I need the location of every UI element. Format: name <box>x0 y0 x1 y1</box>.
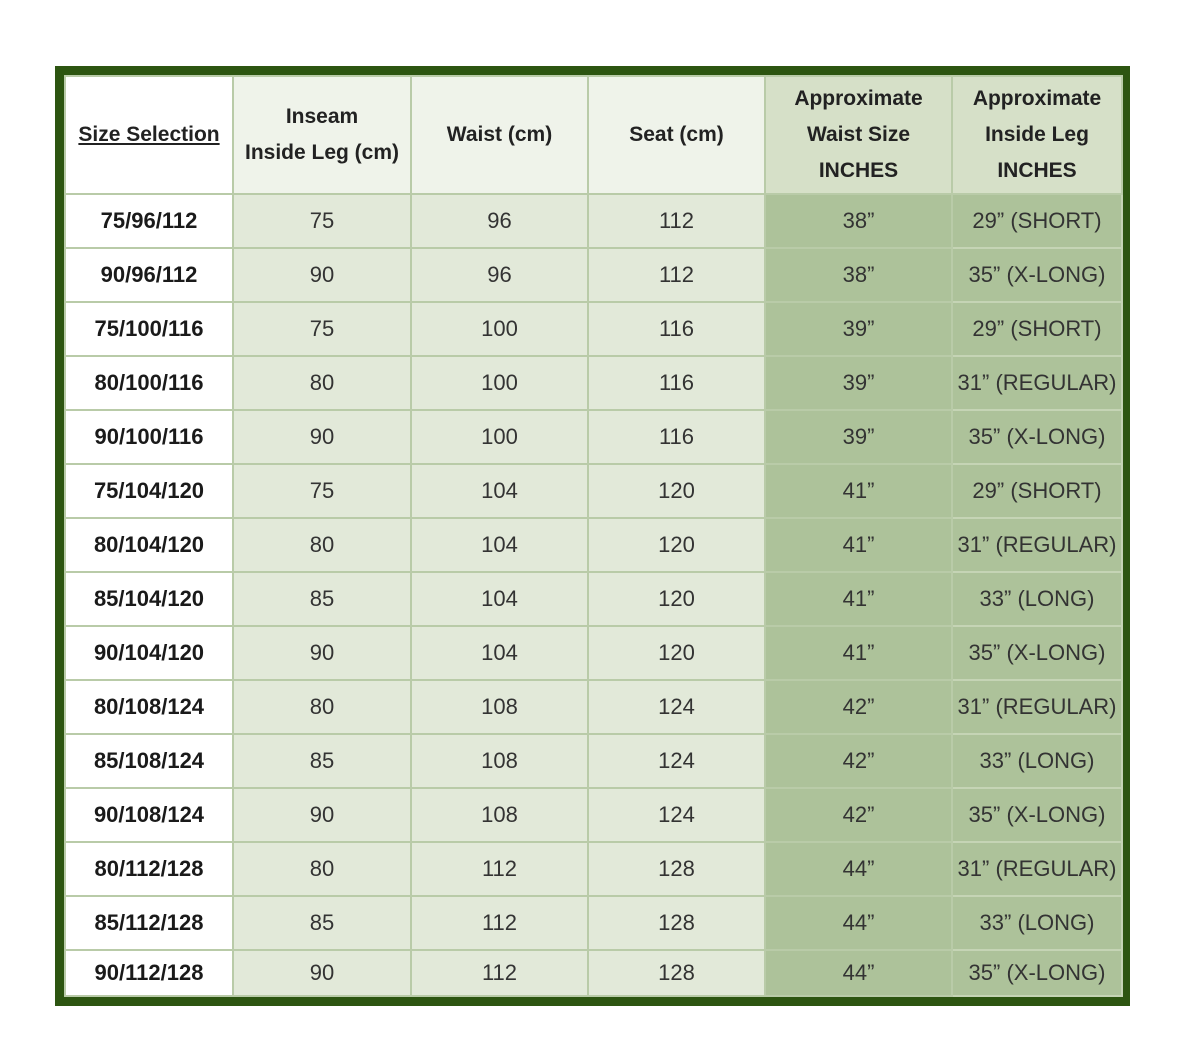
size-cell: 80/112/128 <box>65 842 233 896</box>
inseam-cell: 80 <box>233 356 411 410</box>
approx-leg-cell: 31” (REGULAR) <box>952 356 1122 410</box>
size-cell: 75/96/112 <box>65 194 233 248</box>
size-cell: 90/108/124 <box>65 788 233 842</box>
approx-leg-cell: 31” (REGULAR) <box>952 680 1122 734</box>
seat-cell: 116 <box>588 302 765 356</box>
size-cell: 85/104/120 <box>65 572 233 626</box>
inseam-cell: 75 <box>233 464 411 518</box>
size-chart-table <box>64 75 1123 997</box>
header-approx-waist-line3: INCHES <box>818 159 899 182</box>
waist-cell: 108 <box>411 734 588 788</box>
header-approx-leg-line1: Approximate <box>972 87 1102 110</box>
table-row <box>65 410 1122 464</box>
inseam-cell: 90 <box>233 248 411 302</box>
header-approx-leg-line2: Inside Leg <box>985 123 1089 146</box>
header-inseam-line2: Inside Leg (cm) <box>244 141 400 164</box>
inseam-cell: 80 <box>233 680 411 734</box>
header-approx-waist-line2: Waist Size <box>806 123 911 146</box>
waist-cell: 104 <box>411 464 588 518</box>
seat-cell: 124 <box>588 734 765 788</box>
header-inseam-line1: Inseam <box>285 105 359 128</box>
header-waist <box>411 76 588 194</box>
header-approx-waist-line1: Approximate <box>794 87 923 110</box>
inseam-cell: 80 <box>233 842 411 896</box>
seat-cell: 120 <box>588 464 765 518</box>
approx-leg-cell: 33” (LONG) <box>952 572 1122 626</box>
inseam-cell: 85 <box>233 896 411 950</box>
approx-leg-cell: 35” (X-LONG) <box>952 950 1122 996</box>
seat-cell: 120 <box>588 626 765 680</box>
table-row <box>65 950 1122 996</box>
size-rows <box>65 194 1122 996</box>
size-cell: 75/100/116 <box>65 302 233 356</box>
size-cell: 90/100/116 <box>65 410 233 464</box>
approx-waist-cell: 38” <box>765 248 952 302</box>
seat-cell: 128 <box>588 896 765 950</box>
seat-cell: 112 <box>588 194 765 248</box>
header-row <box>65 76 1122 194</box>
header-size-selection-label: Size Selection <box>78 123 220 146</box>
header-inseam <box>233 76 411 194</box>
waist-cell: 104 <box>411 572 588 626</box>
size-cell: 90/96/112 <box>65 248 233 302</box>
inseam-cell: 90 <box>233 788 411 842</box>
size-chart-frame <box>55 66 1130 1006</box>
approx-waist-cell: 39” <box>765 302 952 356</box>
seat-cell: 120 <box>588 572 765 626</box>
inseam-cell: 85 <box>233 572 411 626</box>
approx-waist-cell: 39” <box>765 410 952 464</box>
seat-cell: 120 <box>588 518 765 572</box>
seat-cell: 116 <box>588 356 765 410</box>
size-cell: 80/100/116 <box>65 356 233 410</box>
approx-waist-cell: 41” <box>765 518 952 572</box>
header-waist-label: Waist (cm) <box>446 123 553 146</box>
approx-waist-cell: 42” <box>765 680 952 734</box>
header-seat-label: Seat (cm) <box>629 123 724 146</box>
approx-leg-cell: 31” (REGULAR) <box>952 842 1122 896</box>
seat-cell: 128 <box>588 950 765 996</box>
seat-cell: 124 <box>588 680 765 734</box>
inseam-cell: 85 <box>233 734 411 788</box>
approx-waist-cell: 42” <box>765 734 952 788</box>
approx-leg-cell: 35” (X-LONG) <box>952 788 1122 842</box>
size-cell: 75/104/120 <box>65 464 233 518</box>
approx-waist-cell: 44” <box>765 950 952 996</box>
size-cell: 85/108/124 <box>65 734 233 788</box>
waist-cell: 104 <box>411 518 588 572</box>
size-cell: 85/112/128 <box>65 896 233 950</box>
header-approx-leg-line3: INCHES <box>997 159 1077 182</box>
seat-cell: 112 <box>588 248 765 302</box>
waist-cell: 100 <box>411 302 588 356</box>
waist-cell: 100 <box>411 356 588 410</box>
approx-leg-cell: 31” (REGULAR) <box>952 518 1122 572</box>
approx-leg-cell: 29” (SHORT) <box>952 302 1122 356</box>
waist-cell: 108 <box>411 788 588 842</box>
inseam-cell: 90 <box>233 626 411 680</box>
waist-cell: 100 <box>411 410 588 464</box>
approx-waist-cell: 39” <box>765 356 952 410</box>
header-seat <box>588 76 765 194</box>
approx-waist-cell: 42” <box>765 788 952 842</box>
table-row <box>65 788 1122 842</box>
table-row <box>65 842 1122 896</box>
header-approx-leg <box>952 76 1122 194</box>
approx-leg-cell: 33” (LONG) <box>952 896 1122 950</box>
inseam-cell: 75 <box>233 194 411 248</box>
seat-cell: 128 <box>588 842 765 896</box>
table-row <box>65 302 1122 356</box>
waist-cell: 96 <box>411 248 588 302</box>
inseam-cell: 90 <box>233 410 411 464</box>
waist-cell: 112 <box>411 842 588 896</box>
approx-waist-cell: 44” <box>765 896 952 950</box>
approx-waist-cell: 41” <box>765 464 952 518</box>
inseam-cell: 80 <box>233 518 411 572</box>
table-row <box>65 734 1122 788</box>
approx-waist-cell: 44” <box>765 842 952 896</box>
seat-cell: 116 <box>588 410 765 464</box>
table-row <box>65 896 1122 950</box>
approx-leg-cell: 35” (X-LONG) <box>952 248 1122 302</box>
header-approx-waist <box>765 76 952 194</box>
table-row <box>65 626 1122 680</box>
inseam-cell: 75 <box>233 302 411 356</box>
approx-leg-cell: 35” (X-LONG) <box>952 626 1122 680</box>
waist-cell: 108 <box>411 680 588 734</box>
table-row <box>65 518 1122 572</box>
waist-cell: 112 <box>411 896 588 950</box>
table-row <box>65 464 1122 518</box>
size-cell: 90/112/128 <box>65 950 233 996</box>
table-row <box>65 680 1122 734</box>
approx-leg-cell: 33” (LONG) <box>952 734 1122 788</box>
seat-cell: 124 <box>588 788 765 842</box>
size-cell: 90/104/120 <box>65 626 233 680</box>
waist-cell: 104 <box>411 626 588 680</box>
size-cell: 80/108/124 <box>65 680 233 734</box>
size-cell: 80/104/120 <box>65 518 233 572</box>
header-size-selection <box>65 76 233 194</box>
approx-waist-cell: 38” <box>765 194 952 248</box>
table-row <box>65 194 1122 248</box>
approx-waist-cell: 41” <box>765 626 952 680</box>
table-row <box>65 572 1122 626</box>
waist-cell: 112 <box>411 950 588 996</box>
approx-leg-cell: 35” (X-LONG) <box>952 410 1122 464</box>
waist-cell: 96 <box>411 194 588 248</box>
inseam-cell: 90 <box>233 950 411 996</box>
table-row <box>65 248 1122 302</box>
table-row <box>65 356 1122 410</box>
approx-waist-cell: 41” <box>765 572 952 626</box>
approx-leg-cell: 29” (SHORT) <box>952 464 1122 518</box>
approx-leg-cell: 29” (SHORT) <box>952 194 1122 248</box>
